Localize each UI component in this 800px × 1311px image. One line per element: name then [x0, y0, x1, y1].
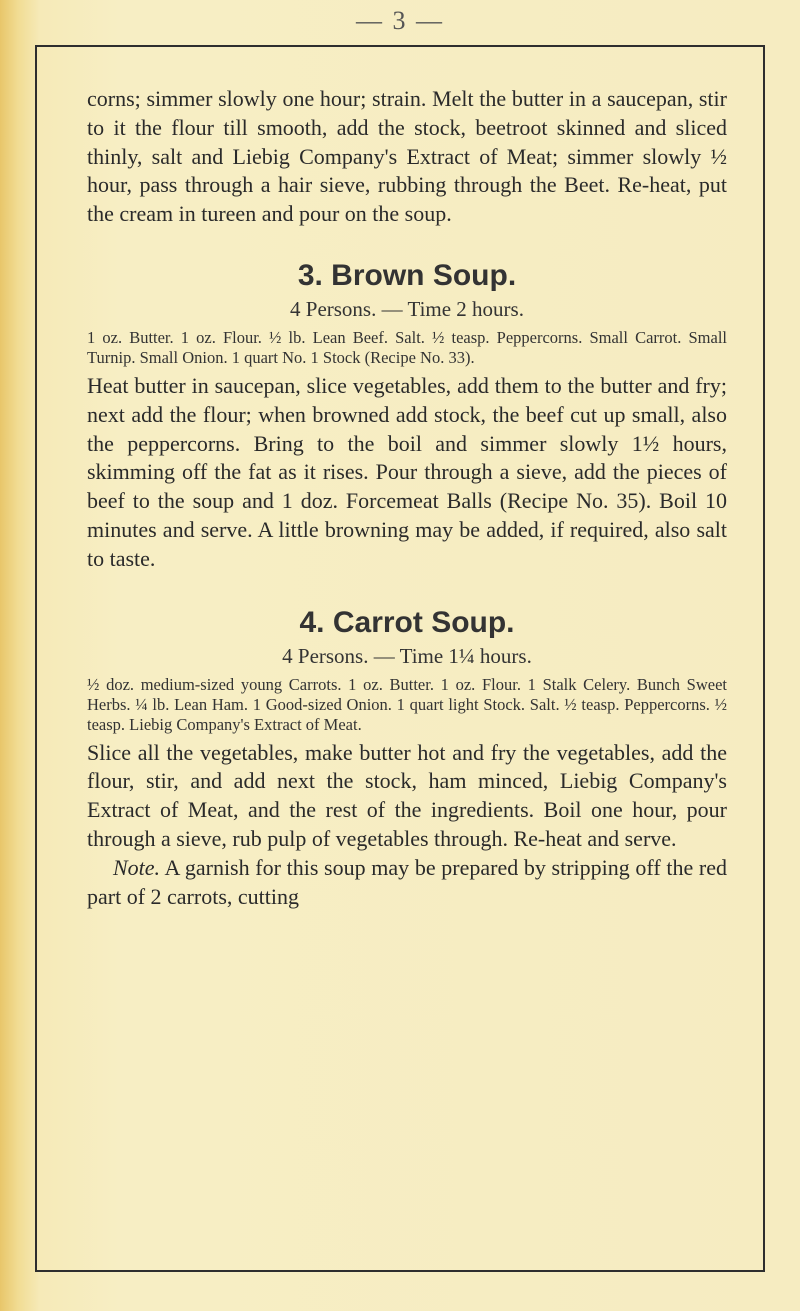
recipe-title-carrot-soup: 4. Carrot Soup. [299, 605, 515, 639]
recipe-title-brown-soup: 3. Brown Soup. [297, 258, 517, 292]
recipe-meta-brown-soup: 4 Persons. — Time 2 hours. [290, 296, 524, 321]
note-text: A garnish for this soup may be prepared by stripping off the red part of 2 carrots, cutting [87, 854, 727, 909]
page-frame [35, 45, 765, 1272]
method-carrot-soup: Slice all the vegetables, make butter hot and fry the vegetables, add the flour, stir, and add next the stock, ham minced, Liebig Company's Extract of Meat, and the rest of the ingredients. Boil one hour, pour through a sieve, rub pulp of vegetables through. Re-heat and serve. [87, 739, 727, 851]
page-number: — 3 — [356, 6, 444, 35]
ingredients-carrot-soup: ½ doz. medium-sized young Carrots. 1 oz. Butter. 1 oz. Flour. 1 Stalk Celery. Bunch Sweet Herbs. ¼ lb. Lean Ham. 1 Good-sized Onion. 1 quart light Stock. Salt. ½ teasp. Peppercorns. ½ teasp. Liebig Company's Extract of Meat. [87, 674, 727, 734]
continuation-paragraph: corns; simmer slowly one hour; strain. Melt the butter in a saucepan, stir to it the flour till smooth, add the stock, beetroot skinned and sliced thinly, salt and Liebig Company's Extract of Meat; simmer slowly ½ hour, pass through a hair sieve, rubbing through the Beet. Re-heat, put the cream in tureen and pour on the soup. [87, 86, 727, 227]
method-brown-soup: Heat butter in saucepan, slice vegetables, add them to the butter and fry; next add the flour; when browned add stock, the beef cut up small, also the peppercorns. Bring to the boil and simmer slowly 1½ hours, skimming off the fat as it rises. Pour through a sieve, add the pieces of beef to the soup and 1 doz. Forcemeat Balls (Recipe No. 35). Boil 10 minutes and serve. A little browning may be added, if required, also salt to taste. [87, 372, 727, 571]
note-carrot-soup [87, 854, 727, 912]
ingredients-brown-soup: 1 oz. Butter. 1 oz. Flour. ½ lb. Lean Beef. Salt. ½ teasp. Peppercorns. Small Carrot. Small Turnip. Small Onion. 1 quart No. 1 Stock (Recipe No. 33). [87, 327, 727, 367]
recipe-meta-carrot-soup: 4 Persons. — Time 1¼ hours. [282, 643, 532, 668]
note-label: Note. [113, 854, 161, 880]
